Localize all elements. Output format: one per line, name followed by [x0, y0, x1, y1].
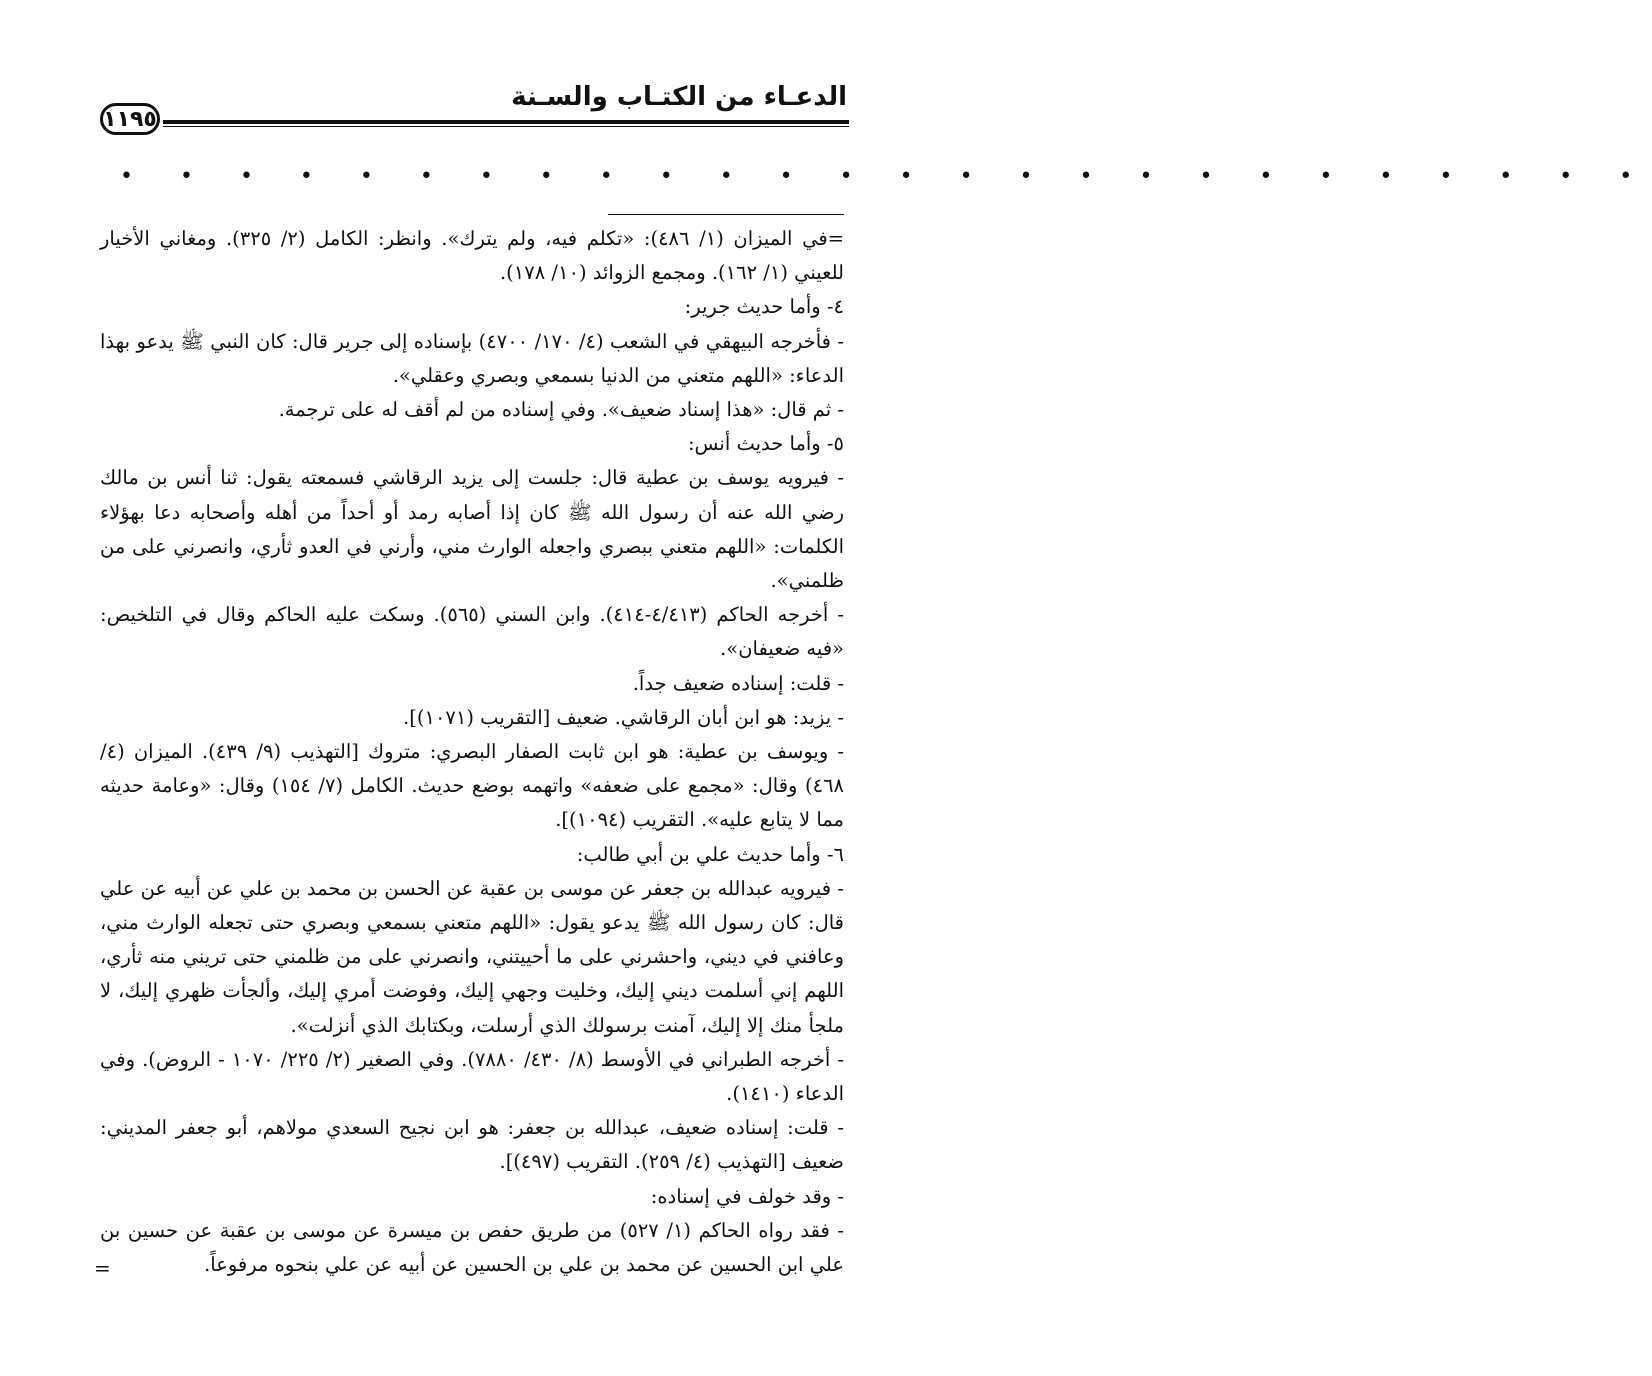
footnote-paragraph: - وقد خولف في إسناده: [650, 1184, 844, 1208]
footnote-paragraph: - ثم قال: «هذا إسناد ضعيف». وفي إسناده من لم أقف له على ترجمة. [278, 398, 844, 422]
footnote-paragraph: - فقد رواه الحاكم (١/ ٥٢٧) من طريق حفص بن ميسرة عن موسى بن عقبة عن حسين بن علي ابن الحسين عن محمد بن علي بن الحسين عن أبيه عن علي بنحوه مرفوعاً. [100, 1218, 845, 1277]
footnote-text [100, 222, 844, 1282]
footnote-paragraph: - يزيد: هو ابن أبان الرقاشي. ضعيف [التقريب (١٠٧١)]. [403, 705, 844, 729]
footnote-paragraph: ٤- وأما حديث جرير: [684, 295, 844, 319]
footnote-paragraph: - أخرجه الحاكم (٤/٤١٣-٤١٤). وابن السني (٥٦٥). وسكت عليه الحاكم وقال في التلخيص: «فيه ضعيفان». [100, 603, 844, 661]
footnote-paragraph: - فيرويه يوسف بن عطية قال: جلست إلى يزيد الرقاشي فسمعته يقول: ثنا أنس بن مالك رضي الله عنه أن رسول الله ﷺ كان إذا أصابه رمد أو أحداً من أهله وأصحابه دعا بهؤلاء الكلمات: «اللهم متعني ببصري واجعله الوارث مني، وأرني في العدو ثأري، وانصرني على من ظلمني». [100, 466, 844, 593]
footnote-paragraph: - فيرويه عبدالله بن جعفر عن موسى بن عقبة عن الحسن بن محمد بن علي عن أبيه عن علي قال: كان رسول الله ﷺ يدعو يقول: «اللهم متعني بسمعي وبصري حتى تجعله الوارث مني، وعافني في ديني، واحشرني على ما أحييتني، وانصرني على من ظلمني حتى تريني منه ثأري، اللهم إني أسلمت ديني إليك، وخليت وجهي إليك، وفوضت أمري إليك، وألجأت ظهري إليك، لا ملجأ منك إلا إليك، آمنت برسولك الذي أرسلت، وبكتابك الذي أنزلت». [100, 876, 844, 1037]
footnote-paragraph: - فأخرجه البيهقي في الشعب (٤/ ١٧٠/ ٤٧٠٠) بإسناده إلى جرير قال: كان النبي ﷺ يدعو بهذا الدعاء: «اللهم متعني من الدنيا بسمعي وبصري وعقلي». [100, 329, 844, 387]
footnote-paragraph: ٥- وأما حديث أنس: [687, 432, 844, 456]
footnote-rule [608, 214, 844, 215]
footnote-paragraph: ٦- وأما حديث علي بن أبي طالب: [576, 842, 844, 866]
page-number-badge: ١١٩٥ [100, 103, 160, 135]
footnote-paragraph: - قلت: إسناده ضعيف جداً. [632, 671, 844, 695]
header-rule [163, 120, 849, 127]
section-separator-dots: • • • • • • • • • • • • • • • • • • • • • • • • • • [120, 164, 1652, 189]
footnote-paragraph: - ويوسف بن عطية: هو ابن ثابت الصفار البصري: متروك [التهذيب (٩/ ٤٣٩). الميزان (٤/ ٤٦٨) وقال: «مجمع على ضعفه» واتهمه بوضع حديث. الكامل (٧/ ١٥٤) وقال: «وعامة حديثه مما لا يتابع عليه». التقريب (١٠٩٤)]. [100, 740, 845, 832]
running-header-title: الدعـاء من الكتـاب والسـنة [511, 82, 847, 112]
footnote-paragraph: =في الميزان (١/ ٤٨٦): «تكلم فيه، ولم يترك». وانظر: الكامل (٢/ ٣٢٥). ومغاني الأخيار للعيني (١/ ١٦٢). ومجمع الزوائد (١٠/ ١٧٨). [100, 227, 844, 285]
footnote-paragraph: - أخرجه الطبراني في الأوسط (٨/ ٤٣٠/ ٧٨٨٠). وفي الصغير (٢/ ٢٢٥/ ١٠٧٠ - الروض). وفي الدعاء (١٤١٠). [100, 1047, 844, 1106]
footnote-paragraph: - قلت: إسناده ضعيف، عبدالله بن جعفر: هو ابن نجيح السعدي مولاهم، أبو جعفر المديني: ضعيف [التهذيب (٤/ ٢٥٩). التقريب (٤٩٧)]. [100, 1116, 844, 1174]
continuation-mark: = [94, 1256, 111, 1280]
